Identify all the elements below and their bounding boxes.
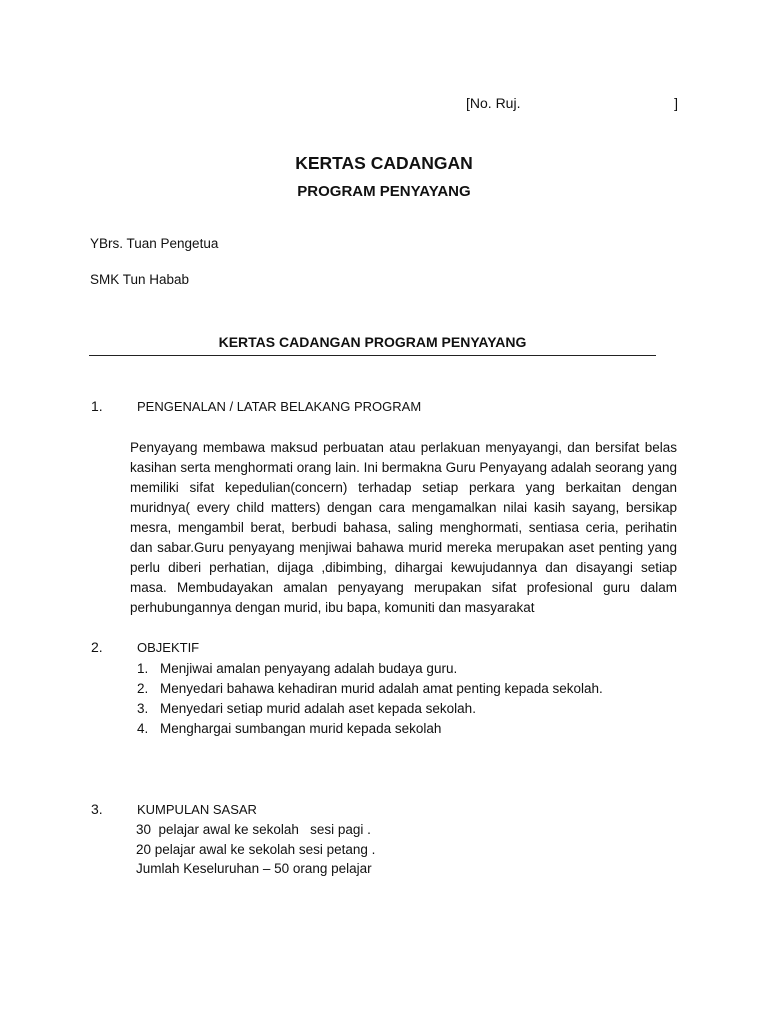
document-subtitle: PROGRAM PENYAYANG — [297, 183, 471, 200]
list-item — [137, 679, 603, 699]
section-2-number: 2. — [91, 639, 103, 655]
list-item — [137, 699, 603, 719]
list-item-text: Menyedari setiap murid adalah aset kepada sekolah. — [160, 701, 476, 716]
section-2-title: OBJEKTIF — [137, 640, 200, 655]
list-item — [137, 719, 603, 739]
reference-label: [No. Ruj. — [466, 95, 521, 111]
list-item — [137, 659, 603, 679]
list-item-number: 2. — [137, 681, 149, 696]
section-heading: KERTAS CADANGAN PROGRAM PENYAYANG — [218, 334, 527, 350]
section-1-title: PENGENALAN / LATAR BELAKANG PROGRAM — [137, 399, 422, 414]
list-item-number: 4. — [137, 721, 149, 736]
section-1-number: 1. — [91, 398, 103, 414]
target-group-line: 30 pelajar awal ke sekolah sesi pagi . — [136, 822, 371, 837]
recipient-line-1: YBrs. Tuan Pengetua — [90, 236, 219, 251]
reference-number — [466, 95, 678, 111]
target-group-line: Jumlah Keseluruhan – 50 orang pelajar — [136, 861, 372, 876]
target-group-line: 20 pelajar awal ke sekolah sesi petang . — [136, 842, 376, 857]
document-title: KERTAS CADANGAN — [295, 153, 473, 173]
list-item-text: Menyedari bahawa kehadiran murid adalah amat penting kepada sekolah. — [160, 681, 603, 696]
section-1-body: Penyayang membawa maksud perbuatan atau perlakuan menyayangi, dan bersifat belas kasihan serta menghormati orang lain. Ini bermakna Guru Penyayang adalah seorang yang memiliki sifat kepedulian(concern) terhadap setiap perkara yang berkaitan dengan muridnya( every child matters) dengan cara mengamalkan nilai kasih sayang, bersikap mesra, mengambil berat, berbudi bahasa, saling menghormati, sentiasa ceria, perihatin dan sabar.Guru penyayang menjiwai bahawa murid mereka merupakan aset penting yang perlu diberi perhatian, dijaga ,dibimbing, dihargai kewujudannya dan disayangi setiap masa. Membudayakan amalan penyayang merupakan sifat profesional guru dalam perhubungannya dengan murid, ibu bapa, komuniti dan masyarakat — [130, 440, 677, 615]
reference-close-bracket: ] — [674, 95, 678, 111]
objectives-list — [137, 659, 603, 739]
recipient-line-2: SMK Tun Habab — [90, 272, 190, 287]
list-item-number: 1. — [137, 661, 149, 676]
heading-underline — [89, 355, 656, 356]
list-item-text: Menjiwai amalan penyayang adalah budaya guru. — [160, 661, 458, 676]
section-3-number: 3. — [91, 801, 103, 817]
section-3-title: KUMPULAN SASAR — [137, 802, 257, 817]
list-item-text: Menghargai sumbangan murid kepada sekolah — [160, 721, 442, 736]
list-item-number: 3. — [137, 701, 149, 716]
